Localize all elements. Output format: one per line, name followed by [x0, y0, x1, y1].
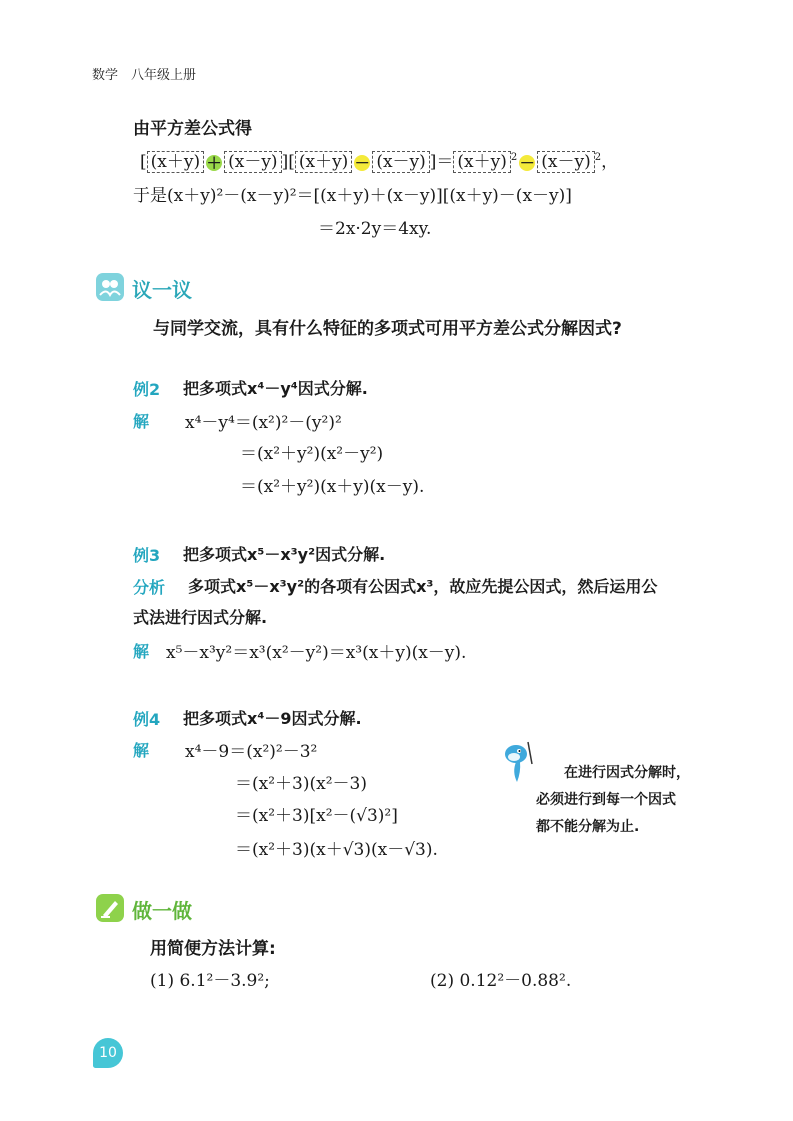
plus-highlight: ＋ [206, 154, 222, 172]
discuss-icon [96, 273, 124, 301]
example4-step3: ＝(x²＋3)[x²－(√3)²] [235, 806, 398, 826]
example2-step2: ＝(x²＋y²)(x²－y²) [240, 444, 384, 464]
example3-analysis-line2: 式法进行因式分解. [133, 608, 268, 627]
intro-line1 [140, 147, 618, 173]
bracket-mid: ][ [281, 152, 295, 172]
example3-analysis-line1: 多项式x⁵－x³y²的各项有公因式x³，故应先提公因式，然后运用公 [188, 577, 658, 596]
note-line2: 必须进行到每一个因式 [536, 792, 676, 808]
example3-solution: x⁵－x³y²＝x³(x²－y²)＝x³(x＋y)(x－y). [166, 643, 467, 663]
bracket-open: [ [140, 152, 147, 172]
box-x-minus-y-1: (x－y) [224, 151, 281, 173]
box-x-plus-y-1: (x＋y) [147, 151, 204, 173]
line1-end: ， [601, 152, 619, 172]
practice-item1: (1) 6.1²－3.9²; [150, 971, 270, 991]
example3-problem: 把多项式x⁵－x³y²因式分解. [183, 545, 386, 564]
bracket-close-equals: ]＝ [429, 152, 454, 172]
practice-prompt: 用简便方法计算: [150, 939, 276, 959]
practice-title: 做一做 [132, 899, 192, 923]
example2-problem: 把多项式x⁴－y⁴因式分解. [183, 379, 368, 398]
box-x-minus-y-2: (x－y) [372, 151, 429, 173]
box-x-plus-y-3: (x＋y) [453, 151, 510, 173]
example4-problem: 把多项式x⁴－9因式分解. [183, 709, 362, 728]
discuss-question: 与同学交流，具有什么特征的多项式可用平方差公式分解因式? [153, 319, 622, 339]
discuss-title: 议一议 [132, 278, 192, 302]
box-x-minus-y-3: (x－y) [537, 151, 594, 173]
example2-label: 例2 [133, 380, 161, 399]
box-x-plus-y-2: (x＋y) [295, 151, 352, 173]
example3-label: 例3 [133, 546, 161, 565]
example3-analysis-label: 分析 [133, 578, 166, 597]
example4-step2: ＝(x²＋3)(x²－3) [235, 774, 367, 794]
example4-step1: x⁴－9＝(x²)²－3² [185, 742, 318, 762]
dolphin-mascot-icon [500, 738, 536, 784]
practice-item2: (2) 0.12²－0.88². [430, 971, 572, 991]
example2-step1: x⁴－y⁴＝(x²)²－(y²)² [185, 413, 342, 433]
minus-highlight: － [354, 154, 370, 172]
practice-icon [96, 894, 124, 922]
minus-highlight-2: － [519, 154, 535, 172]
example2-solution-label: 解 [133, 412, 150, 431]
example2-step3: ＝(x²＋y²)(x＋y)(x－y). [240, 477, 425, 497]
square-2: 2 [594, 152, 602, 163]
note-line1: 在进行因式分解时， [564, 765, 690, 781]
running-header: 数学 八年级上册 [92, 68, 197, 83]
intro-line3: ＝2x·2y＝4xy. [318, 219, 432, 239]
intro-line2: 于是(x＋y)²－(x－y)²＝[(x＋y)＋(x－y)][(x＋y)－(x－y)] [133, 186, 572, 206]
example4-step4: ＝(x²＋3)(x＋√3)(x－√3). [235, 840, 438, 860]
example4-solution-label: 解 [133, 741, 150, 760]
note-line3: 都不能分解为止. [536, 819, 640, 835]
square-1: 2 [510, 152, 518, 163]
intro-lead: 由平方差公式得 [133, 119, 252, 139]
example3-solution-label: 解 [133, 642, 150, 661]
page-number: 10 [93, 1038, 123, 1068]
example4-label: 例4 [133, 710, 161, 729]
